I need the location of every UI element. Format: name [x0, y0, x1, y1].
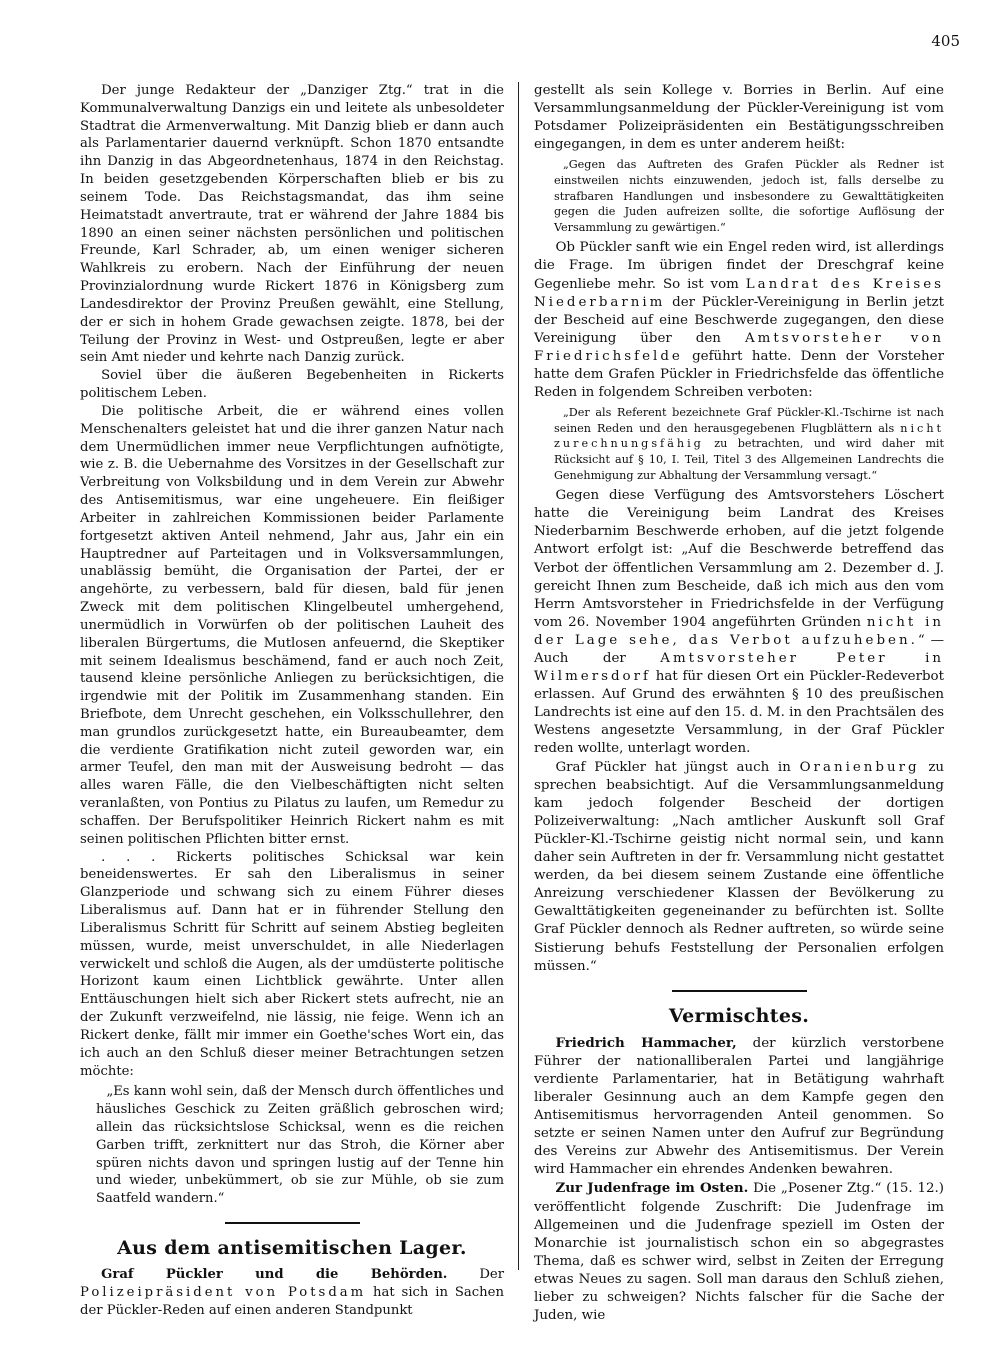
section-title-miscellaneous: Vermischtes. [668, 1004, 810, 1027]
paragraph-pueckler-authorities: Graf Pückler und die Behörden. Der Polizeipräsident von Potsdam hat sich in Sachen der Pückler-Reden auf einen anderen Standpunkt [80, 1266, 504, 1318]
paragraph-hammacher: Friedrich Hammacher, der kürzlich verstorbene Führer der nationalliberalen Partei und langjährige verdiente Parlamentarier, hat in Betätigung wahrhaft liberaler Gesinnung auch an dem Kampfe gegen den Antisemitismus hervorragenden Anteil genommen. So setzte er seinen Namen unter den Aufruf zur Begründung des Vereins zur Abwehr des Antisemitismus. Der Verein wird Hammacher ein ehrendes Andenken bewahren. [534, 1034, 944, 1178]
paragraph-jewish-question: Zur Judenfrage im Osten. Die „Posener Ztg.“ (15. 12.) veröffentlicht folgende Zuschrift: Die Judenfrage im Allgemeinen und die Judenfrage speziell im Osten der Monarchie ist journalistisch schon ein so abgegrastes Thema, daß es schwer wird, selbst in Zeiten der Erregung etwas Neues zu sagen. Soll man daraus den Schluß ziehen, lieber zu schweigen? Nichts falscher für die Sache der Juden, wie [534, 1180, 944, 1324]
paragraph-summary: Soviel über die äußeren Begebenheiten in Rickerts politischem Leben. [80, 368, 504, 402]
left-column [80, 82, 504, 1319]
paragraph-political-work: Die politische Arbeit, die er während eines vollen Menschenalters geleistet hat und die ihrer ganzen Natur nach dem Unermüdlichen immer neue Verpflichtungen aufnötigte, wie z. B. die Uebernahme des Vorsitzes in der Gesellschaft zur Verbreitung von Volksbildung und in dem Verein zur Abwehr des Antisemitismus, war eine ungeheuere. Ein fleißiger Arbeiter in zahlreichen Kommissionen beider Parlamente fortgesetzt aktiven Anteil nehmend, Jahr aus, Jahr ein ein Hauptredner auf Parteitagen und in Volksversammlungen, unablässig bemüht, die Organisation der Partei, der er angehörte, zu verbessern, bald für diesen, bald für jenen Zweck mit dem politischen Klingelbeutel umhergehend, unermüdlich in Vorwürfen ob der politischen Lauheit des liberalen Bürgertums, die Mutlosen anfeuernd, die Skeptiker mit seinem Idealismus beschämend, fand er auch noch Zeit, tausend kleine persönliche Anliegen zu berücksichtigen, die irgendwie mit der Politik im Zusammenhang standen. Ein Briefbote, dem Unrecht geschehen, ein Volksschullehrer, den man grundlos zurückgesetzt hatte, ein Bureaubeamter, dem die verdiente Gratifikation nicht zuteil geworden war, ein armer Teufel, den man mit der Ausweisung bedroht — das alles waren Fälle, die den Vielbeschäftigten nicht selten veranlaßten, von Pontius zu Pilatus zu laufen, um Remedur zu schaffen. Der Berufspolitiker Heinrich Rickert nahm es mit seinen politischen Pflichten bitter ernst. [80, 403, 504, 847]
section-title-antisemitic-camp: Aus dem antisemitischen Lager. [117, 1236, 467, 1259]
quote-ban-letter: „Der als Referent bezeichnete Graf Pückler-Kl.-Tschirne ist nach seinen Reden und den herausgegebenen Flugblättern als nicht zurechnungsfähig zu betrachten, und wird daher mit Rücksicht auf § 10, I. Teil, Titel 3 des Allgemeinen Landrechts die Genehmigung zur Abhaltung der Versammlung versagt.“ [554, 406, 945, 482]
page-number: 405 [931, 32, 960, 50]
section-separator [672, 990, 807, 992]
paragraph-career: Der junge Redakteur der „Danziger Ztg.“ trat in die Kommunalverwaltung Danzigs ein und leitete als unbesoldeter Stadtrat die Armenverwaltung. Mit Danzig blieb er dann auch als Parlamentarier dauernd verknüpft. Schon 1870 entsandte ihn Danzig in das Abgeordnetenhaus, 1874 in den Reichstag. In beiden gesetzgebenden Körperschaften blieb er bis zu seinem Tode. Das Reichstagsmandat, das ihm seine Heimatstadt anvertraute, trat er während der Jahre 1884 bis 1890 an einen seiner nächsten persönlichen und politischen Freunde, Karl Schrader, ab, um einen weniger sicheren Wahlkreis zu erobern. Nach der Einführung der neuen Provinzialordnung wurde Rickert 1876 in Königsberg zum Landesdirektor der Provinz Preußen gewählt, eine Stellung, der er sich in hohem Grade gewachsen zeigte. 1878, bei der Teilung der Provinz in West- und Ostpreußen, legte er aber sein Amt nieder und kehrte nach Danzig zurück. [80, 83, 504, 366]
section-separator [225, 1222, 360, 1224]
right-column [534, 82, 944, 1325]
paragraph-oranienburg: Graf Pückler hat jüngst auch in Oranienburg zu sprechen beabsichtigt. Auf die Versammlungsanmeldung kam jedoch folgender Bescheid der dortigen Polizeiverwaltung: „Nach amtlicher Auskunft soll Graf Pückler-Kl.-Tschirne geistig nicht normal sein, und kann daher sein Auftreten in der fr. Versammlung nicht gestattet werden, da bei diesem seinem Zustande eine öffentliche Anreizung verschiedener Klassen der Bevölkerung zu Gewalttätigkeiten gegeneinander zu befürchten ist. Sollte Graf Pückler dennoch als Redner auftreten, so würde seine Sistierung behufs Feststellung der Personalien erfolgen müssen.“ [534, 759, 944, 974]
paragraph-complaint: Gegen diese Verfügung des Amtsvorstehers Löschert hatte die Vereinigung beim Landrat des Kreises Niederbarnim Beschwerde erhoben, auf die jetzt folgende Antwort erfolgt ist: „Auf die Beschwerde betreffend das Verbot der öffentlichen Versammlung am 2. Dezember d. J. gereicht Ihnen zum Bescheide, daß ich mich aus den vom Herrn Amtsvorsteher in Friedrichsfelde in der Verfügung vom 26. November 1904 angeführten Gründen nicht in der Lage sehe, das Verbot aufzuheben.“ — Auch der Amtsvorsteher Peter in Wilmersdorf hat für diesen Ort ein Pückler-Redeverbot erlassen. Auf Grund des erwähnten § 10 des preußischen Landrechts ist eine auf den 15. d. M. in den Prachtsälen des Westens angesetzte Versammlung, in der Graf Pückler reden wollte, unterlagt worden. [534, 488, 944, 757]
goethe-quote: „Es kann wohl sein, daß der Mensch durch öffentliches und häusliches Geschick zu Zeiten gräßlich gebroschen wird; allein das rücksichtslose Schicksal, wenn es die reichen Garben trifft, zerknittert nur das Stroh, die Körner aber spüren nichts davon und springen lustig auf der Tenne hin und wieder, unbekümmert, ob sie zur Mühle, ob sie zum Saatfeld wandern.“ [96, 1084, 504, 1207]
paragraph-fate: . . . Rickerts politisches Schicksal war kein beneidenswertes. Er sah den Liberalismus in seiner Glanzperiode und schwang sich zu einem Führer dieses Liberalismus auf. Dann hat er in führender Stellung den Liberalismus Schritt für Schritt auf seinem Abstieg begleiten müssen, wurde, meist unverschuldet, in alle Niederlagen verwickelt und schloß die Augen, als der umdüsterte politische Horizont kaum einen Lichtblick gewährte. Unter allen Enttäuschungen hielt sich aber Rickert stets aufrecht, nie an der Zukunft verzweifelnd, nie lässig, nie feige. Wenn ich an Rickert denke, fällt mir immer ein Goethe'sches Wort ein, das ich auch an den Schluß dieser meiner Betrachtungen setzen möchte: [80, 849, 504, 1079]
paragraph-potsdam: gestellt als sein Kollege v. Borries in Berlin. Auf eine Versammlungsanmeldung der Pückler-Vereinigung ist vom Potsdamer Polizeipräsidenten ein Bestätigungsschreiben eingegangen, in dem es unter anderem heißt: [534, 83, 944, 153]
column-divider [518, 82, 519, 1270]
subhead-pueckler: Graf Pückler und die Behörden. [101, 1266, 448, 1282]
paragraph-angel: Ob Pückler sanft wie ein Engel reden wird, ist allerdings die Frage. Im übrigen findet der Dreschgraf keine Gegenliebe mehr. So ist vom Landrat des Kreises Niederbarnim der Pückler-Vereinigung in Berlin jetzt der Bescheid auf eine Beschwerde zugegangen, den diese Vereinigung über den Amtsvorsteher von Friedrichsfelde geführt hatte. Denn der Vorsteher hatte dem Grafen Pückler in Friedrichsfelde das öffentliche Reden in folgendem Schreiben verboten: [534, 240, 945, 401]
quote-police-letter: „Gegen das Auftreten des Grafen Pückler als Redner ist einstweilen nichts einzuwenden, jedoch ist, falls derselbe zu strafbaren Handlungen und insbesondere zu Gewalttätigkeiten gegen die Juden aufreizen sollte, die sofortige Auflösung der Versammlung zu gewärtigen.“ [554, 158, 944, 234]
